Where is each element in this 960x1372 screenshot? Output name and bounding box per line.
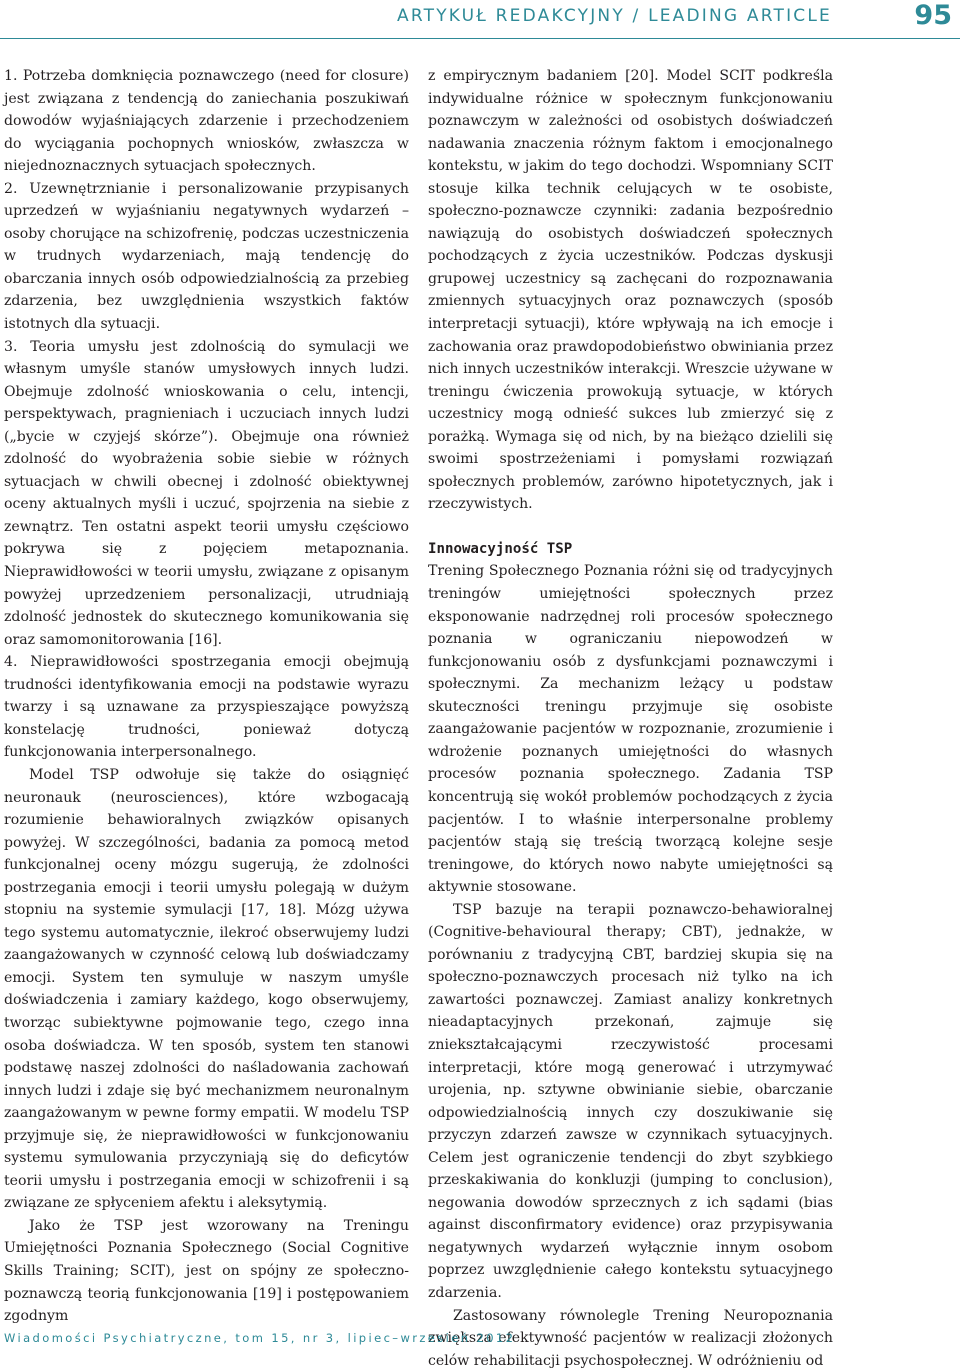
paragraph: Trening Społecznego Poznania różni się od tradycyjnych treningów umiejętności społecznych przez eksponowanie nadrzędnej roli procesów społecznego poznania w ograniczaniu niepowodzeń w funkcjonowaniu osób z dysfunkcjami poznawczymi i społecznymi. Za mechanizm leżący u podstaw skuteczności treningu przyjmuje się osobiste zaangażowanie pacjentów w rozpoznanie, zrozumienie i wdrożenie poznanych umiejętności do własnych procesów poznania społecznego. Zadania TSP koncentrują się wokół problemów pochodzących z życia pacjentów. I to właśnie interpersonalne problemy pacjentów stają się treścią tworzącą kolejne sesje treningowe, do których nowo nabyte umiejętności są aktywnie stosowane.	[428, 563, 833, 896]
paragraph: TSP bazuje na terapii poznawczo-behawioralnej (Cognitive-behavioural therapy; CBT), jednakże, w porównaniu z tradycyjną CBT, bardziej skupia się na społeczno-poznawczych procesach niż tylko na ich zawartości poznawczej. Zamiast analizy konkretnych nieadaptacyjnych przekonań, zajmuje się zniekształcającymi rzeczywistość procesami interpretacji, które mogą generować i utrzymywać urojenia, np. sztywne obwinianie siebie, obarczanie odpowiedzialnością innych czy doszukiwanie się przyczyn zdarzeń zawsze w czynnikach sytuacyjnych. Celem jest ograniczenie tendencji do zbyt szybkiego przeskakiwania do konkluzji (jumping to conclusion), negowania dowodów sprzecznych z ich sądami (bias against disconfirmatory evidence) oraz przypisywania negatywnych wydarzeń wyłącznie innym osobom poprzez uwzględnienie całego kontekstu sytuacyjnego zdarzenia.	[428, 901, 833, 1301]
page-number: 95	[914, 0, 952, 31]
list-item: 4. Nieprawidłowości spostrzegania emocji obejmują trudności identyfikowania emocji na podstawie wyrazu twarzy i są uznawane za przyspieszające powyższą konstelację trudności, ponieważ dotyczą funkcjonowania interpersonalnego.	[4, 654, 409, 761]
paragraph: Model TSP odwołuje się także do osiągnięć neuronauk (neurosciences), które wzbogacają rozumienie behawioralnych związków opisanych powyżej. W szczególności, badania za pomocą metod funkcjonalnej oceny mózgu sugerują, że zdolności postrzegania emocji i teorii umysłu polegają w dużym stopniu na systemie symulacji [17, 18]. Mózg używa tego systemu automatycznie, ilekroć obserwujemy ludzi zaangażowanych w czynność celową lub doświadczamy emocji. System ten symuluje w naszym umyśle doświadczenia i zamiary każdego, kogo obserwujemy, tworząc subiektywne pojmowanie tego, czego inna osoba doświadcza. W ten sposób, system ten stanowi podstawę naszej zdolności do naśladowania zachowań innych ludzi i zdaje się być mechanizmem neuronalnym zaangażowanym w pewne formy empatii. W modelu TSP przyjmuje się, że nieprawidłowości w funkcjonowaniu systemu symulowania przyczyniają się do deficytów teorii umysłu i postrzegania emocji w schizofrenii i są związane ze spłyceniem afektu i aleksytymią.	[4, 766, 409, 1212]
journal-footer: Wiadomości Psychiatryczne, tom 15, nr 3, lipiec–wrzesień 2012	[4, 1331, 516, 1345]
left-column	[4, 65, 409, 1328]
page-header	[0, 0, 960, 38]
list-item: 3. Teoria umysłu jest zdolnością do symulacji we własnym umyśle stanów umysłowych innych ludzi. Obejmuje zdolność wnioskowania o celu, intencji, perspektywach, pragnieniach i uczuciach innych ludzi („bycie w czyjejś skórze”). Obejmuje ona również zdolność do wyobrażenia sobie siebie w różnych sytuacjach w chwili obecnej i zdolność obiektywnej oceny aktualnych myśli i uczuć, spojrzenia na siebie z zewnątrz. Ten ostatni aspekt teorii umysłu częściowo pokrywa się z pojęciem metapoznania. Nieprawidłowości w teorii umysłu, związane z opisanym powyżej uprzedzeniem personalizacji, utrudniają zdolność jednostek do skutecznego komunikowania się oraz samomonitorowania [16].	[4, 338, 409, 648]
paragraph: z empirycznym badaniem [20]. Model SCIT podkreśla indywidualne różnice w społecznym funkcjonowaniu poznawczym w zależności od osobistych doświadczeń nadawania znaczenia różnym faktom i emocjonalnego kontekstu, w jakim do tego dochodzi. Wspomniany SCIT stosuje kilka technik celujących w te osobiste, społeczno-poznawcze czynniki: zadania bezpośrednio nawiązują do osobistych doświadczeń społecznych pochodzących z życia uczestników. Podczas dyskusji grupowej uczestnicy są zachęcani do rozpoznawania zmiennych sytuacyjnych oraz poznawczych (sposób interpretacji sytuacji), które wpływają na ich emocje i zachowania oraz prawdopodobieństwo obwiniania przez nich innych uczestników interakcji. Wreszcie używane w treningu ćwiczenia prowokują sytuacje, w których uczestnicy mogą odnieść sukces lub zmierzyć się z porażką. Wymaga się od nich, by na bieżąco dzielili się swoimi spostrzeżeniami i pomysłami rozwiązań społecznych problemów, zarówno hipotetycznych, jak i rzeczywistych.	[428, 68, 833, 513]
section-title: ARTYKUŁ REDAKCYJNY / LEADING ARTICLE	[397, 6, 832, 26]
header-divider	[0, 38, 960, 39]
list-item: 1. Potrzeba domknięcia poznawczego (need for closure) jest związana z tendencją do zaniechania poszukiwań dowodów wyjaśniających zdarzenie i przechodzeniem do wyciągania pochopnych wniosków, zwłaszcza w niejednoznacznych sytuacjach społecznych.	[4, 68, 409, 175]
paragraph: Zastosowany równolegle Trening Neuropoznania zwiększa efektywność pacjentów w realizacji złożonych celów rehabilitacji psychospołecznej. W odróżnieniu od	[428, 1307, 833, 1369]
right-column	[428, 65, 833, 1372]
section-heading: Innowacyjność TSP	[428, 540, 573, 557]
spacer	[428, 516, 833, 538]
paragraph: Jako że TSP jest wzorowany na Treningu Umiejętności Poznania Społecznego (Social Cognitive Skills Training; SCIT), jest on spójny ze społeczno-poznawczą teorią funkcjonowania [19] i postępowaniem zgodnym	[4, 1217, 409, 1325]
list-item: 2. Uzewnętrznianie i personalizowanie przypisanych uprzedzeń w wyjaśnianiu negatywnych wydarzeń – osoby chorujące na schizofrenię, podczas uczestniczenia w trudnych wydarzeniach, mają tendencję do obarczania innych osób odpowiedzialnością za przebieg zdarzenia, bez uwzględnienia wszystkich faktów istotnych dla sytuacji.	[4, 180, 410, 333]
